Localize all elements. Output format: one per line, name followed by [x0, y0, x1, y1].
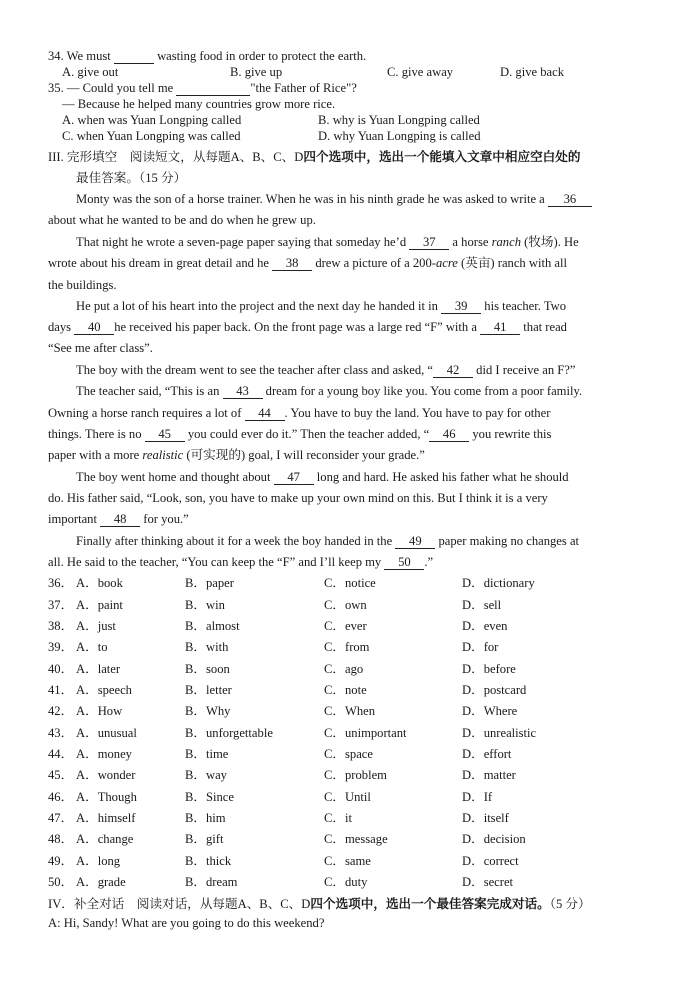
q35-option-a: A. when was Yuan Longping called — [62, 113, 242, 127]
passage-line: Owning a horse ranch requires a lot of 44 . You have to buy the land. You have to pay for other — [48, 406, 551, 420]
passage-line: about what he wanted to be and do when he grew up. — [48, 213, 316, 227]
choice-b: B．gift — [185, 832, 224, 846]
blank-45: 45 — [145, 428, 185, 442]
q34-option-d: D. give back — [500, 65, 564, 79]
choice-a: A．to — [76, 640, 108, 654]
section4-heading: IV．补全对话 阅读对话，从每题A、B、C、D四个选项中，选出一个最佳答案完成对话。（5 分） — [48, 897, 591, 911]
blank-37: 37 — [409, 236, 449, 250]
choice-b: B．thick — [185, 854, 232, 868]
choice-number: 43． — [48, 726, 74, 740]
passage-line: That night he wrote a seven-page paper saying that someday he’d 37 a horse ranch (牧场). He — [76, 235, 579, 249]
choice-d: D．itself — [462, 811, 509, 825]
blank-42: 42 — [433, 364, 473, 378]
choice-b: B．dream — [185, 875, 238, 889]
passage-line: “See me after class”. — [48, 341, 153, 355]
passage-line: all. He said to the teacher, “You can keep the “F” and I’ll keep my 50 .” — [48, 555, 434, 569]
choice-number: 44． — [48, 747, 74, 761]
choice-a: A．paint — [76, 598, 123, 612]
blank-41: 41 — [480, 321, 520, 335]
blank-40: 40 — [74, 321, 114, 335]
choice-a: A．wonder — [76, 768, 136, 782]
choice-c: C．notice — [324, 576, 376, 590]
choice-number: 49． — [48, 854, 74, 868]
choice-number: 48． — [48, 832, 74, 846]
choice-number: 40． — [48, 662, 74, 676]
choice-b: B．win — [185, 598, 225, 612]
choice-b: B．with — [185, 640, 229, 654]
choice-b: B．soon — [185, 662, 230, 676]
choice-a: A．speech — [76, 683, 132, 697]
dialogue-line: A: Hi, Sandy! What are you going to do this weekend? — [48, 916, 325, 930]
q34-option-a: A. give out — [62, 65, 119, 79]
q34-option-b: B. give up — [230, 65, 283, 79]
choice-a: A．change — [76, 832, 134, 846]
blank-38: 38 — [272, 257, 312, 271]
choice-a: A．grade — [76, 875, 126, 889]
choice-a: A．long — [76, 854, 121, 868]
choice-a: A．later — [76, 662, 121, 676]
choice-c: C．space — [324, 747, 373, 761]
blank-43: 43 — [223, 385, 263, 399]
choice-b: B．time — [185, 747, 229, 761]
choice-b: B．way — [185, 768, 227, 782]
choice-a: A．book — [76, 576, 123, 590]
q34-stem: 34. We must wasting food in order to protect the earth. — [48, 49, 367, 63]
choice-b: B．paper — [185, 576, 234, 590]
choice-c: C．own — [324, 598, 367, 612]
choice-d: D．correct — [462, 854, 519, 868]
choice-d: D．If — [462, 790, 493, 804]
blank-47: 47 — [274, 471, 314, 485]
choice-c: C．Until — [324, 790, 371, 804]
choice-number: 37． — [48, 598, 74, 612]
passage-line: the buildings. — [48, 278, 117, 292]
choice-c: C．ago — [324, 662, 364, 676]
choice-c: C．When — [324, 704, 376, 718]
choice-number: 47． — [48, 811, 74, 825]
passage-line: do. His father said, “Look, son, you have to make up your own mind on this. But I think it is a very — [48, 491, 548, 505]
choice-c: C．note — [324, 683, 367, 697]
choice-d: D．sell — [462, 598, 502, 612]
choice-b: B．him — [185, 811, 226, 825]
q35-reply: — Because he helped many countries grow more rice. — [62, 97, 336, 111]
choice-b: B．Since — [185, 790, 234, 804]
choice-a: A．unusual — [76, 726, 137, 740]
passage-line: The boy went home and thought about 47 long and hard. He asked his father what he should — [76, 470, 569, 484]
choice-d: D．even — [462, 619, 508, 633]
blank-46: 46 — [429, 428, 469, 442]
choice-c: C．message — [324, 832, 388, 846]
passage-line: days 40 he received his paper back. On the front page was a large red “F” with a 41 that read — [48, 320, 567, 334]
choice-number: 38． — [48, 619, 74, 633]
choice-a: A．himself — [76, 811, 136, 825]
choice-number: 46． — [48, 790, 74, 804]
choice-c: C．problem — [324, 768, 387, 782]
choice-d: D．secret — [462, 875, 514, 889]
choice-c: C．it — [324, 811, 352, 825]
q35-option-c: C. when Yuan Longping was called — [62, 129, 241, 143]
q35-blank — [176, 82, 250, 96]
section3-heading-cont: 最佳答案。（15 分） — [76, 171, 187, 185]
choice-d: D．matter — [462, 768, 516, 782]
choice-d: D．effort — [462, 747, 512, 761]
passage-line: wrote about his dream in great detail and he 38 drew a picture of a 200-acre (英亩) ranch with all — [48, 256, 568, 270]
choice-d: D．decision — [462, 832, 526, 846]
q35-stem: 35. — Could you tell me "the Father of Rice"? — [48, 81, 357, 95]
q35-option-d: D. why Yuan Longping is called — [318, 129, 481, 143]
passage-line: things. There is no 45 you could ever do it.” Then the teacher added, “ 46 you rewrite this — [48, 427, 552, 441]
choice-d: D．postcard — [462, 683, 527, 697]
choice-a: A．money — [76, 747, 132, 761]
choice-a: A．Though — [76, 790, 137, 804]
choice-d: D．for — [462, 640, 499, 654]
choice-b: B．letter — [185, 683, 232, 697]
choice-c: C．ever — [324, 619, 367, 633]
choice-b: B．unforgettable — [185, 726, 273, 740]
choice-c: C．same — [324, 854, 371, 868]
blank-49: 49 — [395, 535, 435, 549]
passage-line: The boy with the dream went to see the teacher after class and asked, “ 42 did I receive an F?” — [76, 363, 576, 377]
choice-d: D．before — [462, 662, 516, 676]
choice-number: 50． — [48, 875, 74, 889]
section3-heading: III. 完形填空 阅读短文，从每题A、B、C、D四个选项中，选出一个能填入文章中相应空白处的 — [48, 150, 581, 164]
passage-line: Monty was the son of a horse trainer. When he was in his ninth grade he was asked to write a 36 — [76, 192, 592, 207]
choice-c: C．unimportant — [324, 726, 407, 740]
choice-a: A．just — [76, 619, 116, 633]
choice-c: C．from — [324, 640, 370, 654]
choice-a: A．How — [76, 704, 123, 718]
choice-d: D．dictionary — [462, 576, 535, 590]
q35-option-b: B. why is Yuan Longping called — [318, 113, 480, 127]
choice-number: 36． — [48, 576, 74, 590]
passage-line: The teacher said, “This is an 43 dream for a young boy like you. You come from a poor family. — [76, 384, 583, 398]
choice-d: D．Where — [462, 704, 518, 718]
choice-number: 45． — [48, 768, 74, 782]
choice-number: 39． — [48, 640, 74, 654]
q34-blank — [114, 50, 154, 64]
blank-36: 36 — [548, 193, 592, 207]
passage-line: important 48 for you.” — [48, 512, 189, 526]
blank-44: 44 — [245, 407, 285, 421]
passage-line: He put a lot of his heart into the project and the next day he handed it in 39 his teacher. Two — [76, 299, 567, 313]
q34-option-c: C. give away — [387, 65, 454, 79]
blank-50: 50 — [384, 556, 424, 570]
choice-c: C．duty — [324, 875, 368, 889]
blank-39: 39 — [441, 300, 481, 314]
passage-line: paper with a more realistic (可实现的) goal, I will reconsider your grade.” — [48, 448, 425, 462]
choice-number: 42． — [48, 704, 74, 718]
blank-48: 48 — [100, 513, 140, 527]
choice-d: D．unrealistic — [462, 726, 537, 740]
choice-number: 41． — [48, 683, 74, 697]
choice-b: B．Why — [185, 704, 231, 718]
passage-line: Finally after thinking about it for a week the boy handed in the 49 paper making no changes at — [76, 534, 580, 548]
choice-b: B．almost — [185, 619, 240, 633]
